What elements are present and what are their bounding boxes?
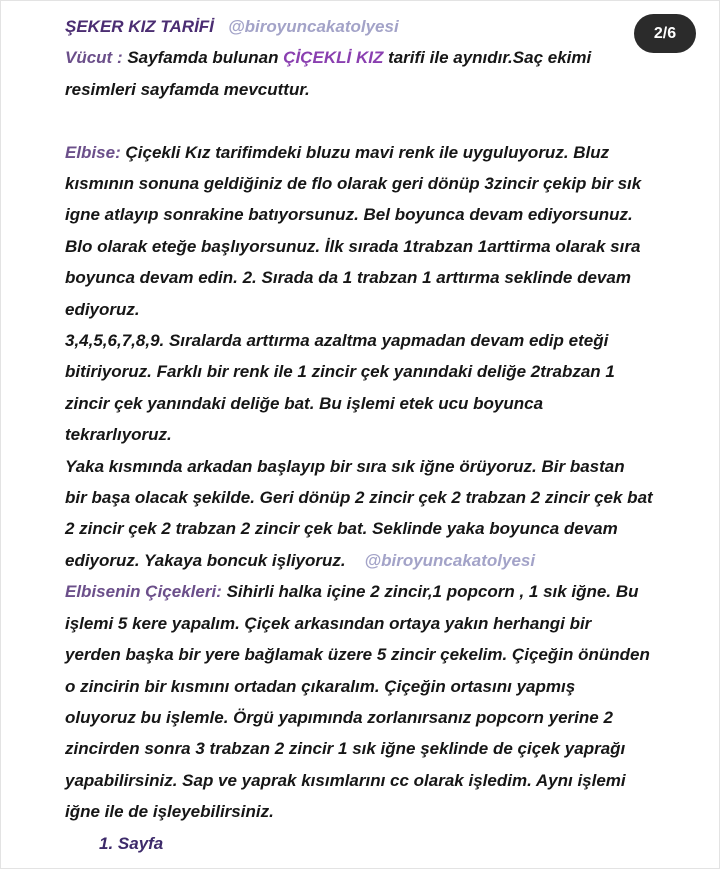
body-line: işlemi 5 kere yapalım. Çiçek arkasından ortaya yakın herhangi bir xyxy=(65,613,592,633)
body-line: bir başa olacak şekilde. Geri dönüp 2 zincir çek 2 trabzan 2 zincir çek bat xyxy=(65,488,653,508)
body-line: kısmının sonuna geldiğiniz de flo olarak geri dönüp 3zincir çekip bir sık xyxy=(65,174,642,194)
body-line: igne atlayıp sonrakine batıyorsunuz. Bel boyunca devam ediyorsunuz. xyxy=(65,205,633,225)
body-line: 3,4,5,6,7,8,9. Sıralarda arttırma azaltma yapmadan devam edip eteği xyxy=(65,331,609,351)
body-line: oluyoruz bu işlemle. Örgü yapımında zorlanırsanız popcorn yerine 2 xyxy=(65,707,613,727)
blank-line xyxy=(65,105,705,136)
body-paragraph xyxy=(65,545,705,576)
body-line: yapabilirsiniz. Sap ve yaprak kısımlarını cc olarak işledim. Aynı işlemi xyxy=(65,770,626,790)
body-line: iğne ile de işleyebilirsiniz. xyxy=(65,802,274,822)
recipe-link-text: ÇİÇEKLİ KIZ xyxy=(283,48,384,68)
body-line: Yaka kısmında arkadan başlayıp bir sıra sık iğne örüyoruz. Bir bastan xyxy=(65,456,625,476)
body-paragraph xyxy=(65,576,705,607)
body-paragraph xyxy=(65,42,705,73)
body-paragraph xyxy=(65,137,705,168)
title-line xyxy=(65,11,705,42)
recipe-document xyxy=(65,11,705,859)
body-line: Blo olarak eteğe başlıyorsunuz. İlk sırada 1trabzan 1arttirma olarak sıra xyxy=(65,236,641,256)
section-label-vucut: Vücut : xyxy=(65,48,123,68)
body-line: bitiriyoruz. Farklı bir renk ile 1 zincir çek yanındaki deliğe 2trabzan 1 xyxy=(65,362,615,382)
recipe-title: ŞEKER KIZ TARİFİ xyxy=(65,17,214,36)
body-line: boyunca devam edin. 2. Sırada da 1 trabzan 1 arttırma seklinde devam xyxy=(65,268,631,288)
author-handle: @biroyuncakatolyesi xyxy=(228,17,399,36)
body-line: yerden başka bir yere bağlamak üzere 5 zincir çekelim. Çiçeğin önünden xyxy=(65,645,650,665)
body-text: Çiçekli Kız tarifimdeki bluzu mavi renk ile uyguluyoruz. Bluz xyxy=(125,142,610,162)
body-line: zincir çek yanındaki deliğe bat. Bu işlemi etek ucu boyunca xyxy=(65,393,544,413)
body-text: ediyoruz. Yakaya boncuk işliyoruz. xyxy=(65,550,346,570)
body-line: o zincirin bir kısmını ortadan çıkaralım. Çiçeğin ortasını yapmış xyxy=(65,676,576,696)
page-footer-note: 1. Sayfa xyxy=(99,833,164,853)
author-handle-inline: @biroyuncakatolyesi xyxy=(364,550,536,570)
body-text: Sayfamda bulunan xyxy=(127,48,279,68)
body-line: zincirden sonra 3 trabzan 2 zincir 1 sık iğne şeklinde de çiçek yaprağı xyxy=(65,739,626,759)
carousel-page-counter: 2/6 xyxy=(634,14,696,53)
body-line: ediyoruz. xyxy=(65,299,140,319)
body-text: Sihirli halka içine 2 zincir,1 popcorn , 1 sık iğne. Bu xyxy=(226,582,639,602)
section-label-cicekler: Elbisenin Çiçekleri: xyxy=(65,582,222,602)
body-line: resimleri sayfamda mevcuttur. xyxy=(65,79,310,99)
body-line: 2 zincir çek 2 trabzan 2 zincir çek bat. Seklinde yaka boyunca devam xyxy=(65,519,618,539)
section-label-elbise: Elbise: xyxy=(65,142,121,162)
body-text: tarifi ile aynıdır.Saç ekimi xyxy=(388,48,592,68)
body-line: tekrarlıyoruz. xyxy=(65,425,172,445)
